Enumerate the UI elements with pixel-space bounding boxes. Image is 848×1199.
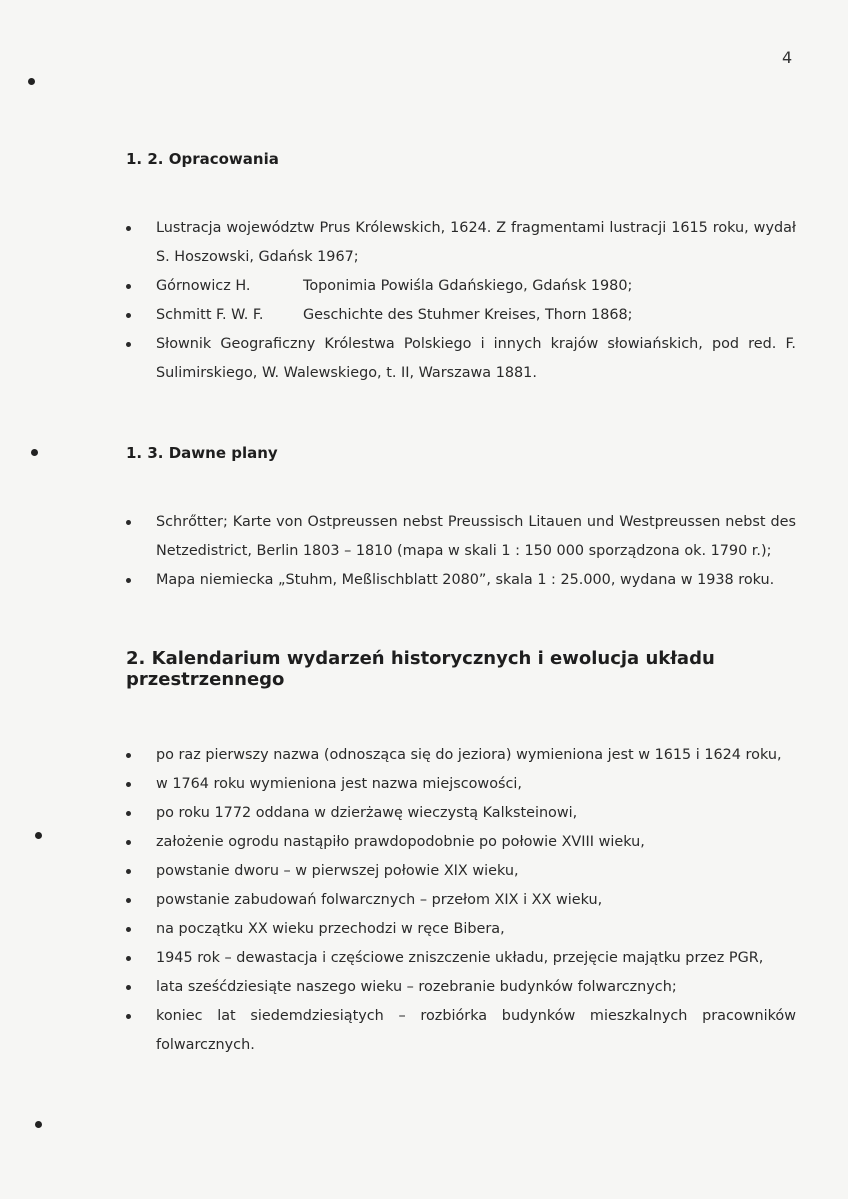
item-text: Schrőtter; Karte von Ostpreussen nebst Preussisch Litauen und Westpreussen nebst des Netzedistrict, Berlin 1803 – 1810 (mapa w skali 1 : 150 000 sporządzona ok. 1790 r.); <box>156 514 796 559</box>
bibliography-list <box>126 214 796 388</box>
list-item <box>126 799 796 828</box>
list-item <box>126 272 796 301</box>
section-dawne-plany <box>126 444 796 595</box>
punch-hole-mark <box>28 78 35 85</box>
timeline-list <box>126 741 796 1060</box>
item-text: powstanie dworu – w pierwszej połowie XIX wieku, <box>156 863 519 879</box>
item-text: w 1764 roku wymieniona jest nazwa miejscowości, <box>156 776 522 792</box>
item-text: lata sześćdziesiąte naszego wieku – rozebranie budynków folwarcznych; <box>156 979 677 995</box>
item-text: koniec lat siedemdziesiątych – rozbiórka budynków mieszkalnych pracowników folwarcznych. <box>156 1008 796 1053</box>
item-title: Geschichte des Stuhmer Kreises, Thorn 1868; <box>303 307 633 323</box>
bullet-icon <box>126 985 131 990</box>
bullet-icon <box>126 898 131 903</box>
list-item <box>126 1002 796 1060</box>
section-heading: 2. Kalendarium wydarzeń historycznych i ewolucja układu przestrzennego <box>126 648 715 690</box>
item-title: Toponimia Powiśla Gdańskiego, Gdańsk 1980; <box>303 278 633 294</box>
list-item <box>126 566 796 595</box>
list-item <box>126 301 796 330</box>
bullet-icon <box>126 811 131 816</box>
bullet-icon <box>126 226 131 231</box>
bullet-icon <box>126 956 131 961</box>
list-item <box>126 886 796 915</box>
item-text: po raz pierwszy nazwa (odnosząca się do jeziora) wymieniona jest w 1615 i 1624 roku, <box>156 747 782 763</box>
item-text: 1945 rok – dewastacja i częściowe zniszczenie układu, przejęcie majątku przez PGR, <box>156 950 764 966</box>
item-text: Mapa niemiecka „Stuhm, Meßlischblatt 2080”, skala 1 : 25.000, wydana w 1938 roku. <box>156 572 775 588</box>
list-item <box>126 508 796 566</box>
punch-hole-mark <box>35 1121 42 1128</box>
bullet-icon <box>126 782 131 787</box>
section-kalendarium <box>126 648 796 1060</box>
bullet-icon <box>126 284 131 289</box>
list-item <box>126 973 796 1002</box>
maps-list <box>126 508 796 595</box>
list-item <box>126 915 796 944</box>
bullet-icon <box>126 313 131 318</box>
list-item <box>126 214 796 272</box>
item-text: po roku 1772 oddana w dzierżawę wieczystą Kalksteinowi, <box>156 805 578 821</box>
punch-hole-mark <box>31 449 38 456</box>
bullet-icon <box>126 869 131 874</box>
bullet-icon <box>126 840 131 845</box>
bullet-icon <box>126 1014 131 1019</box>
page-number: 4 <box>782 48 793 67</box>
bullet-icon <box>126 520 131 525</box>
item-author: Górnowicz H. <box>156 278 251 294</box>
item-text: Lustracja województw Prus Królewskich, 1624. Z fragmentami lustracji 1615 roku, wydał S. Hoszowski, Gdańsk 1967; <box>156 220 796 265</box>
list-item <box>126 770 796 799</box>
list-item <box>126 828 796 857</box>
item-text: powstanie zabudowań folwarcznych – przełom XIX i XX wieku, <box>156 892 603 908</box>
list-item <box>126 741 796 770</box>
list-item <box>126 857 796 886</box>
section-heading: 1. 3. Dawne plany <box>126 444 278 462</box>
section-heading: 1. 2. Opracowania <box>126 150 279 168</box>
punch-hole-mark <box>35 832 42 839</box>
list-item <box>126 330 796 388</box>
bullet-icon <box>126 753 131 758</box>
section-opracowania <box>126 150 796 388</box>
item-text: na początku XX wieku przechodzi w ręce Bibera, <box>156 921 505 937</box>
bullet-icon <box>126 927 131 932</box>
item-text: Słownik Geograficzny Królestwa Polskiego i innych krajów słowiańskich, pod red. F. Sulimirskiego, W. Walewskiego, t. II, Warszawa 1881. <box>156 336 796 381</box>
bullet-icon <box>126 342 131 347</box>
list-item <box>126 944 796 973</box>
item-author: Schmitt F. W. F. <box>156 307 264 323</box>
item-text: założenie ogrodu nastąpiło prawdopodobnie po połowie XVIII wieku, <box>156 834 645 850</box>
bullet-icon <box>126 578 131 583</box>
